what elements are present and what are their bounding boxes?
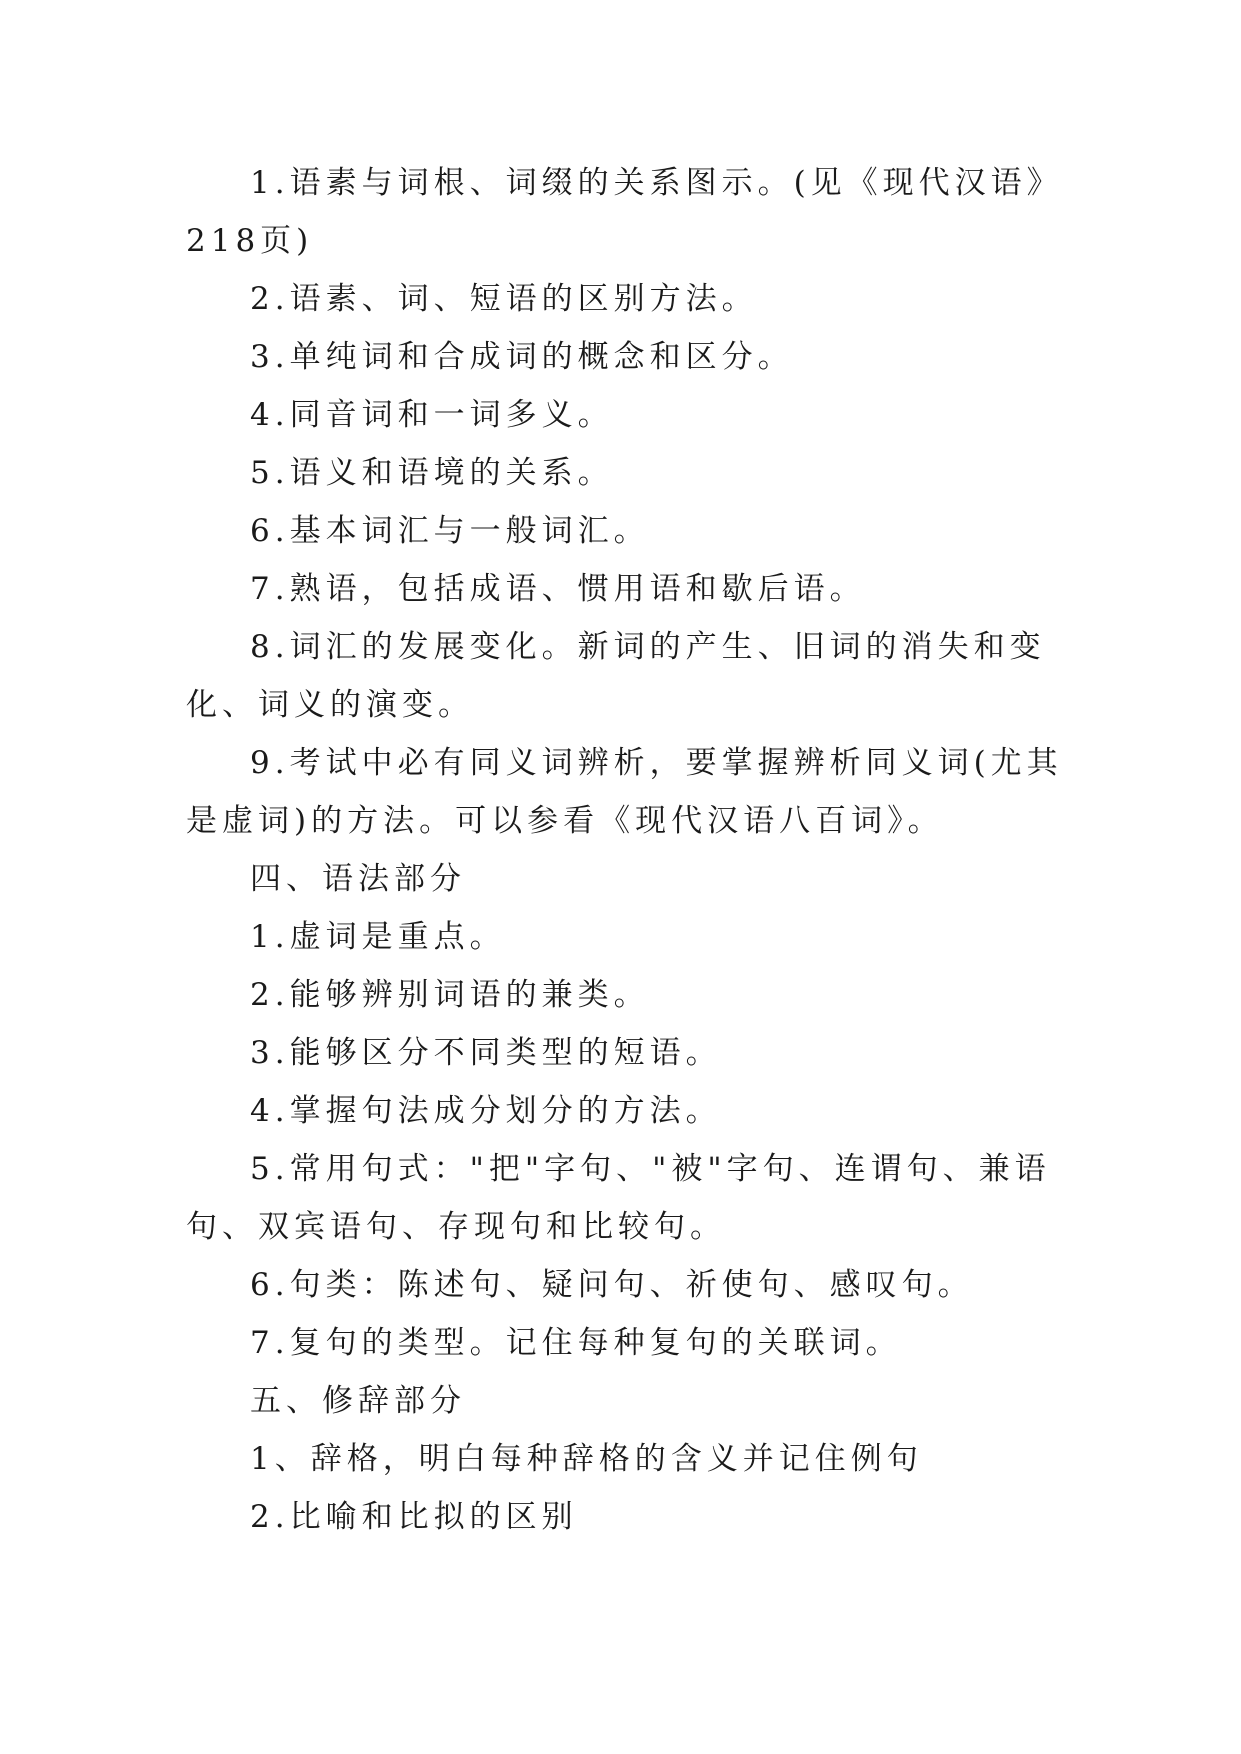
paragraph-6: 6.基本词汇与一般词汇。	[250, 513, 650, 549]
paragraph-13: 3.能够区分不同类型的短语。	[250, 1035, 722, 1071]
paragraph-20: 2.比喻和比拟的区别	[250, 1499, 578, 1535]
paragraph-5: 5.语义和语境的关系。	[250, 455, 614, 491]
paragraph-12: 2.能够辨别词语的兼类。	[250, 977, 650, 1013]
paragraph-17: 7.复句的类型。记住每种复句的关联词。	[250, 1325, 902, 1361]
paragraph-7: 7.熟语，包括成语、惯用语和歇后语。	[250, 571, 866, 607]
paragraph-14: 4.掌握句法成分划分的方法。	[250, 1093, 722, 1129]
paragraph-16: 6.句类：陈述句、疑问句、祈使句、感叹句。	[250, 1267, 974, 1303]
paragraph-2: 2.语素、词、短语的区别方法。	[250, 281, 758, 317]
paragraph-9: 9.考试中必有同义词辨析，要掌握辨析同义词(尤其是虚词)的方法。可以参看《现代汉语八百词》。	[186, 745, 1063, 839]
paragraph-1: 1.语素与词根、词缀的关系图示。(见《现代汉语》218页)	[186, 165, 1063, 259]
paragraph-11: 1.虚词是重点。	[250, 919, 506, 955]
section-heading-grammar: 四、语法部分	[250, 861, 466, 897]
section-heading-rhetoric: 五、修辞部分	[250, 1383, 466, 1419]
paragraph-8: 8.词汇的发展变化。新词的产生、旧词的消失和变化、词义的演变。	[186, 629, 1046, 723]
paragraph-4: 4.同音词和一词多义。	[250, 397, 614, 433]
document-body	[186, 154, 1066, 1546]
paragraph-19: 1、辞格，明白每种辞格的含义并记住例句	[250, 1441, 923, 1477]
paragraph-15: 5.常用句式："把"字句、"被"字句、连谓句、兼语句、双宾语句、存现句和比较句。	[186, 1151, 1051, 1245]
paragraph-3: 3.单纯词和合成词的概念和区分。	[250, 339, 794, 375]
